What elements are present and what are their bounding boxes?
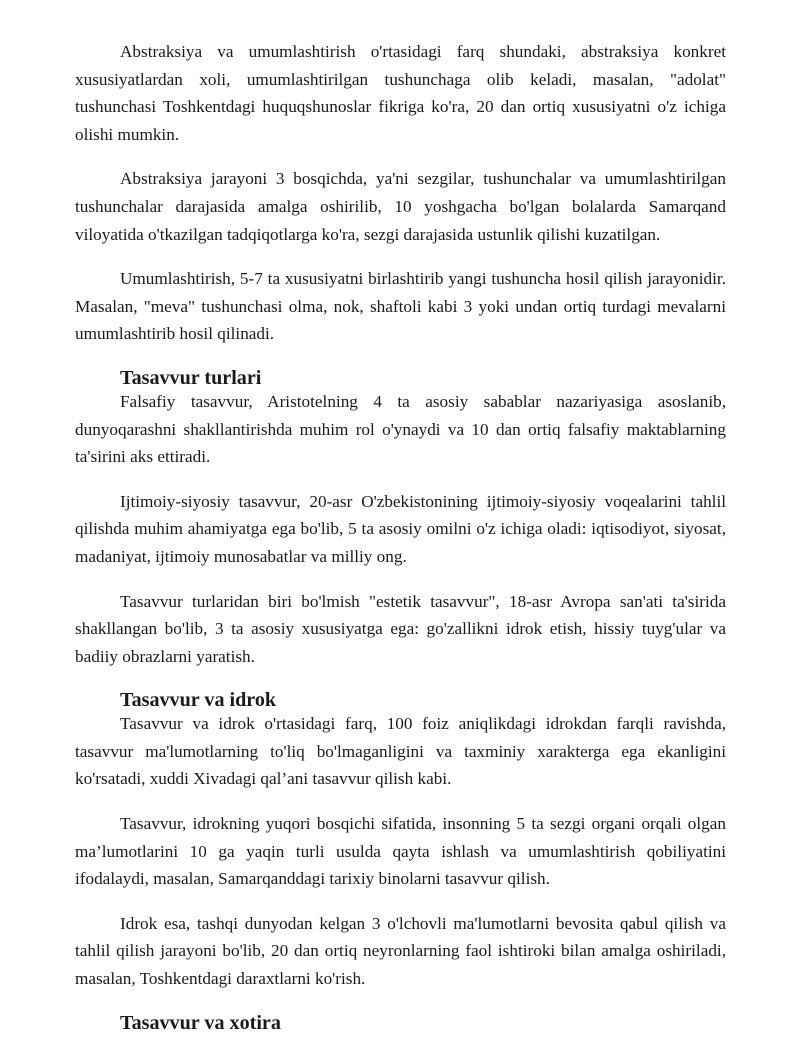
paragraph-generalization: Umumlashtirish, 5-7 ta xususiyatni birlashtirib yangi tushuncha hosil qilish jarayonidir. Masalan, "meva" tushunchasi olma, nok, shaftoli kabi 3 yoki undan ortiq turdagi mevalarni umumlashtirib hosil qilinadi. [75, 269, 726, 344]
paragraph-aesthetic-imagination: Tasavvur turlaridan biri bo'lmish "estetik tasavvur", 18-asr Avropa san'ati ta'sirida shakllangan bo'lib, 3 ta asosiy xususiyatga ega: go'zallikni idrok etish, hissiy tuyg'ular va badiiy obrazlarni yaratish. [75, 591, 726, 666]
section-heading-tasavvur-va-xotira: Tasavvur va xotira [120, 1011, 281, 1034]
paragraph-socio-political-imagination: Ijtimoiy-siyosiy tasavvur, 20-asr O'zbekistonining ijtimoiy-siyosiy voqealarini tahlil qilishda muhim ahamiyatga ega bo'lib, 5 ta asosiy omilni o'z ichiga oladi: iqtisodiyot, siyosat, madaniyat, ijtimoiy munosabatlar va milliy ong. [75, 491, 726, 566]
document-page [75, 38, 726, 1037]
paragraph-abstraction-vs-generalization: Abstraksiya va umumlashtirish o'rtasidagi farq shundaki, abstraksiya konkret xususiyatlardan xoli, umumlashtirilgan tushunchaga olib keladi, masalan, "adolat" tushunchasi Toshkentdagi huquqshunoslar fikriga ko'ra, 20 dan ortiq xususiyatni o'z ichiga olishi mumkin. [75, 42, 726, 144]
section-heading-tasavvur-va-idrok: Tasavvur va idrok [120, 689, 277, 712]
paragraph-perception: Idrok esa, tashqi dunyodan kelgan 3 o'lchovli ma'lumotlarni bevosita qabul qilish va tahlil qilish jarayoni bo'lib, 20 dan ortiq neyronlarning faol ishtiroki bilan amalga oshiriladi, masalan, Toshkentdagi daraxtlarni ko'rish. [75, 913, 726, 989]
paragraph-imagination-vs-perception: Tasavvur va idrok o'rtasidagi farq, 100 foiz aniqlikdagi idrokdan farqli ravishda, tasavvur ma'lumotlarning to'liq bo'lmaganligini va taxminiy xarakterga ega ekanligini ko'rsatadi, xuddi Xivadagi qal’ani tasavvur qilish kabi. [75, 714, 726, 789]
paragraph-philosophical-imagination: Falsafiy tasavvur, Aristotelning 4 ta asosiy sabablar nazariyasiga asoslanib, dunyoqarashni shakllantirishda muhim rol o'ynaydi va 10 dan ortiq falsafiy maktablarning ta'sirini aks ettiradi. [75, 391, 726, 467]
section-heading-tasavvur-turlari: Tasavvur turlari [120, 366, 262, 389]
paragraph-imagination-higher-stage: Tasavvur, idrokning yuqori bosqichi sifatida, insonning 5 ta sezgi organi orqali olgan ma’lumotlarini 10 ga yaqin turli usulda qayta ishlash va umumlashtirish qobiliyatini ifodalaydi, masalan, Samarqanddagi tarixiy binolarni tasavvur qilish. [75, 814, 726, 889]
paragraph-abstraction-stages: Abstraksiya jarayoni 3 bosqichda, ya'ni sezgilar, tushunchalar va umumlashtirilgan tushunchalar darajasida amalga oshirilib, 10 yoshgacha bo'lgan bolalarda Samarqand viloyatida o'tkazilgan tadqiqotlarga ko'ra, sezgi darajasida ustunlik qilishi kuzatilgan. [75, 169, 726, 244]
